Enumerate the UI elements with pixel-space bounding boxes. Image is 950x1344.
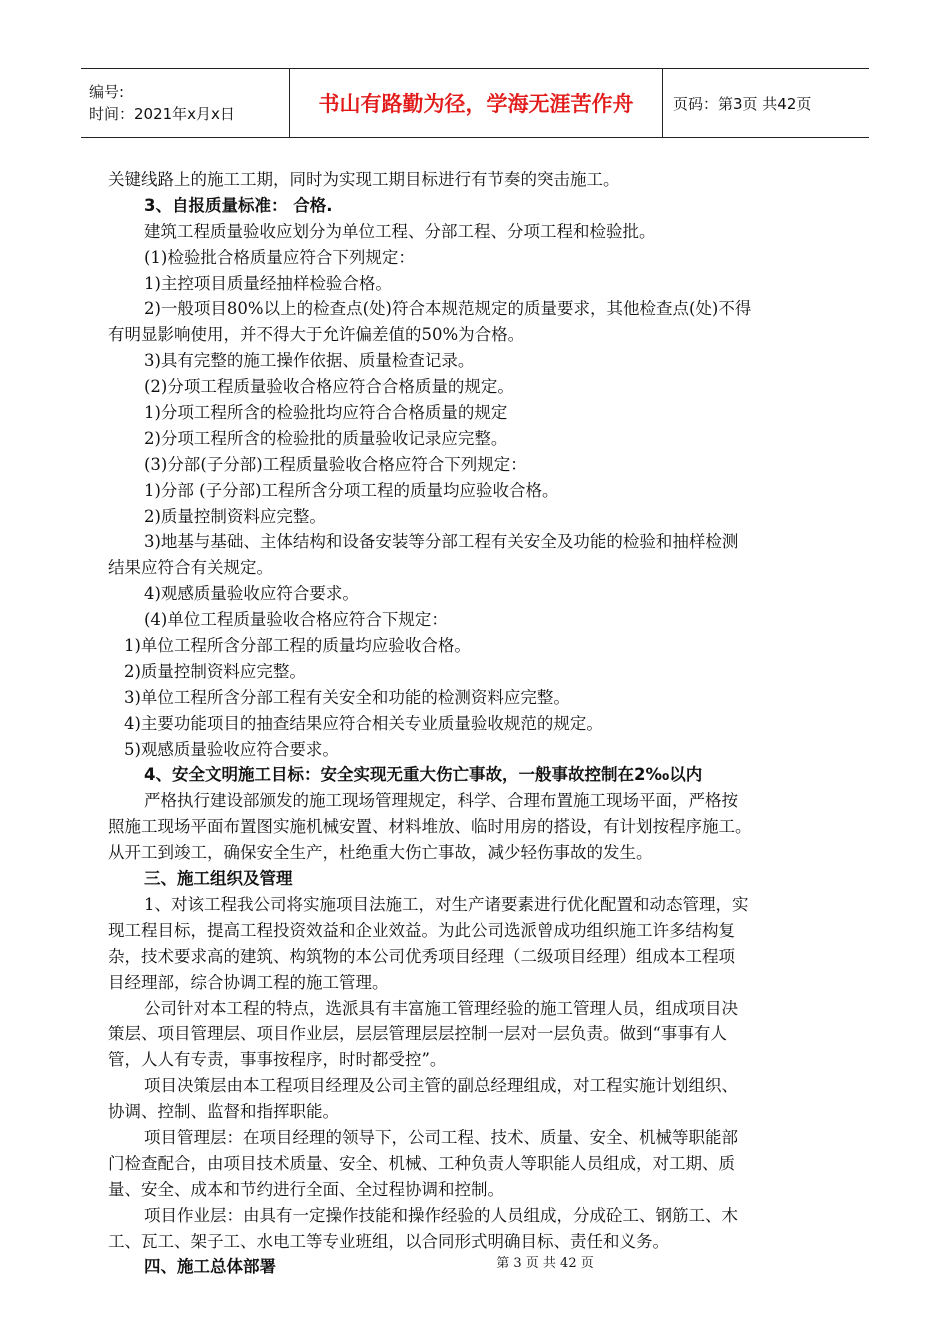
section-heading: 4、安全文明施工目标：安全实现无重大伤亡事故，一般事故控制在2‰以内 [144,765,703,785]
paragraph-line: 1、对该工程我公司将实施项目法施工，对生产诸要素进行优化配置和动态管理，实 [144,894,749,914]
list-item: 5)观感质量验收应符合要求。 [124,739,339,759]
paragraph-line: 现工程目标，提高工程投资效益和企业效益。为此公司选派曾成功组织施工许多结构复 [108,920,735,940]
list-item: 3)单位工程所含分部工程有关安全和功能的检测资料应完整。 [124,687,570,707]
paragraph-line: 从开工到竣工，确保安全生产，杜绝重大伤亡事故，减少轻伤事故的发生。 [108,843,653,863]
list-heading: (4)单位工程质量验收合格应符合下规定： [144,610,448,630]
list-heading: (3)分部(子分部)工程质量验收合格应符合下列规定： [144,454,527,474]
document-number-label: 编号: [89,83,125,101]
paragraph-line: 公司针对本工程的特点，选派具有丰富施工管理经验的施工管理人员，组成项目决 [144,998,738,1018]
paragraph-line: 项目决策层由本工程项目经理及公司主管的副总经理组成，对工程实施计划组织、 [144,1076,738,1096]
list-heading: (2)分项工程质量验收合格应符合合格质量的规定。 [144,377,514,397]
paragraph-line: 建筑工程质量验收应划分为单位工程、分部工程、分项工程和检验批。 [144,221,656,241]
paragraph-line: 量、安全、成本和节约进行全面、全过程协调和控制。 [108,1179,504,1199]
list-item: 1)分部 (子分部)工程所含分项工程的质量均应验收合格。 [144,480,559,500]
section-heading: 三、施工组织及管理 [144,869,293,889]
paragraph-line: 门检查配合，由项目技术质量、安全、机械、工种负责人等职能人员组成，对工期、质 [108,1153,735,1173]
list-item: 2)一般项目80%以上的检查点(处)符合本规范规定的质量要求，其他检查点(处)不得 [144,299,752,319]
header-motto: 书山有路勤为径，学海无涯苦作舟 [289,69,663,137]
paragraph-line: 协调、控制、监督和指挥职能。 [108,1102,339,1122]
paragraph-line: 照施工现场平面布置图实施机械安置、材料堆放、临时用房的搭设，有计划按程序施工。 [108,817,752,837]
list-item: 1)单位工程所含分部工程的质量均应验收合格。 [124,636,471,656]
paragraph-line: 有明显影响使用，并不得大于允许偏差值的50%为合格。 [108,325,525,345]
paragraph-line: 工、瓦工、架子工、水电工等专业班组，以合同形式明确目标、责任和义务。 [108,1231,669,1251]
list-item: 3)地基与基础、主体结构和设备安装等分部工程有关安全及功能的检验和抽样检测 [144,532,739,552]
list-item: 2)质量控制资料应完整。 [144,506,326,526]
paragraph-line: 严格执行建设部颁发的施工现场管理规定，科学、合理布置施工现场平面，严格按 [144,791,738,811]
paragraph-line: 关键线路上的施工工期，同时为实现工期目标进行有节奏的突击施工。 [108,170,620,189]
document-body [108,167,853,1280]
list-item: 1)分项工程所含的检验批均应符合合格质量的规定 [144,403,508,423]
list-item: 2)质量控制资料应完整。 [124,661,306,681]
header-meta [81,69,289,137]
paragraph-line: 策层、项目管理层、项目作业层，层层管理层层控制一层对一层负责。做到“事事有人 [108,1024,727,1044]
page-footer: 第 3 页 共 42 页 [496,1256,594,1271]
list-heading: (1)检验批合格质量应符合下列规定： [144,247,415,267]
list-item: 1)主控项目质量经抽样检验合格。 [144,273,392,293]
list-item: 2)分项工程所含的检验批的质量验收记录应完整。 [144,428,508,448]
paragraph-line: 杂，技术要求高的建筑、构筑物的本公司优秀项目经理（二级项目经理）组成本工程项 [108,946,735,966]
section-heading: 3、自报质量标准： 合格. [144,195,333,215]
section-heading: 四、施工总体部署 [144,1257,276,1277]
list-item: 4)观感质量验收应符合要求。 [144,584,359,604]
paragraph-line: 结果应符合有关规定。 [108,558,273,578]
document-time-label: 时间：2021年x月x日 [89,105,235,123]
paragraph-line: 项目作业层：由具有一定操作技能和操作经验的人员组成，分成砼工、钢筋工、木 [144,1205,738,1225]
paragraph-line: 目经理部，综合协调工程的施工管理。 [108,972,389,992]
list-item: 4)主要功能项目的抽查结果应符合相关专业质量验收规范的规定。 [124,713,603,733]
list-item: 3)具有完整的施工操作依据、质量检查记录。 [144,351,475,371]
paragraph-line: 管，人人有专责，事事按程序，时时都受控”。 [108,1050,447,1070]
header-page-info: 页码：第3页 共42页 [673,94,812,113]
page-header [81,68,869,138]
paragraph-line: 项目管理层：在项目经理的领导下，公司工程、技术、质量、安全、机械等职能部 [144,1127,738,1147]
